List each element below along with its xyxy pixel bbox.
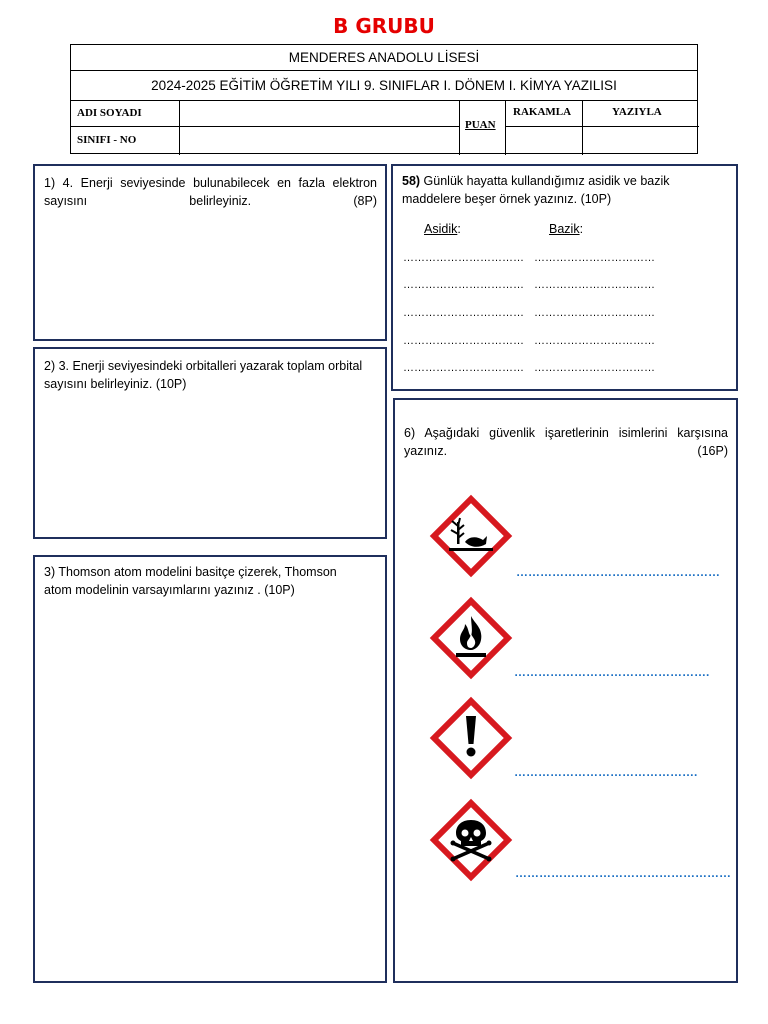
exam-title: 2024-2025 EĞİTİM ÖĞRETİM YILI 9. SINIFLAR I. DÖNEM I. KİMYA YAZILISI — [71, 71, 697, 101]
toxic-skull-icon — [431, 800, 511, 880]
score-digits-label: RAKAMLA — [513, 106, 572, 118]
question-acid-base-number: 58) — [402, 174, 421, 188]
sign-4-answer[interactable]: ……………………………………………… — [515, 866, 731, 880]
base-answer-5[interactable]: …………………………… — [534, 362, 655, 374]
school-name: MENDERES ANADOLU LİSESİ — [71, 45, 697, 71]
question-1-text: 1) 4. Enerji seviyesinde bulunabilecek en fazla elektron sayısını belirleyiniz. (8P) — [44, 176, 377, 208]
question-1-box[interactable] — [33, 164, 387, 341]
acid-label: Asidik — [424, 222, 458, 236]
name-field[interactable] — [180, 102, 458, 125]
question-acid-base-body: Günlük hayatta kullandığımız asidik ve bazik maddelere beşer örnek yazınız. (10P) — [402, 174, 670, 206]
score-digits-field[interactable] — [506, 127, 581, 154]
acid-answer-5[interactable]: …………………………… — [403, 362, 524, 374]
question-3-box[interactable] — [33, 555, 387, 983]
score-words-field[interactable] — [583, 127, 698, 154]
base-colon: : — [579, 222, 584, 236]
sign-1-answer[interactable]: …………………………………………… — [516, 565, 720, 579]
acid-heading — [424, 220, 461, 238]
acid-answer-1[interactable]: …………………………… — [403, 252, 524, 264]
class-field[interactable] — [180, 127, 458, 154]
acid-answer-2[interactable]: …………………………… — [403, 279, 524, 291]
exclamation-hazard-icon — [431, 698, 511, 778]
question-2-text: 2) 3. Enerji seviyesindeki orbitalleri yazarak toplam orbital sayısını belirleyiniz. (10P) — [44, 359, 363, 391]
question-6-box — [393, 398, 738, 983]
acid-answer-3[interactable]: …………………………… — [403, 307, 524, 319]
question-acid-base-text — [402, 172, 722, 208]
base-answer-3[interactable]: …………………………… — [534, 307, 655, 319]
question-2-box[interactable] — [33, 347, 387, 539]
name-label: ADI SOYADI — [77, 107, 142, 119]
acid-colon: : — [457, 222, 461, 236]
base-label: Bazik — [549, 222, 580, 236]
acid-answer-4[interactable]: …………………………… — [403, 335, 524, 347]
base-answer-4[interactable]: …………………………… — [534, 335, 655, 347]
class-label: SINIFI - NO — [77, 134, 137, 146]
base-heading — [549, 220, 583, 238]
flammable-icon — [431, 598, 511, 678]
question-3-text: 3) Thomson atom modelini basitçe çizerek, Thomson atom modelinin varsayımlarını yazınız . (10P) — [44, 565, 337, 597]
base-answer-1[interactable]: …………………………… — [534, 252, 655, 264]
question-acid-base-box — [391, 164, 738, 391]
environment-hazard-icon — [431, 496, 511, 576]
exam-header-table — [70, 44, 698, 154]
score-label: PUAN — [465, 119, 496, 131]
base-answer-2[interactable]: …………………………… — [534, 279, 655, 291]
sign-2-answer[interactable]: …………………………………………. — [514, 665, 710, 679]
sign-3-answer[interactable]: ………………………………………. — [514, 765, 698, 779]
score-words-label: YAZIYLA — [612, 106, 662, 118]
question-6-text: 6) Aşağıdaki güvenlik işaretlerinin isimlerini karşısına yazınız. (16P) — [404, 426, 728, 458]
group-title: B GRUBU — [333, 14, 435, 38]
